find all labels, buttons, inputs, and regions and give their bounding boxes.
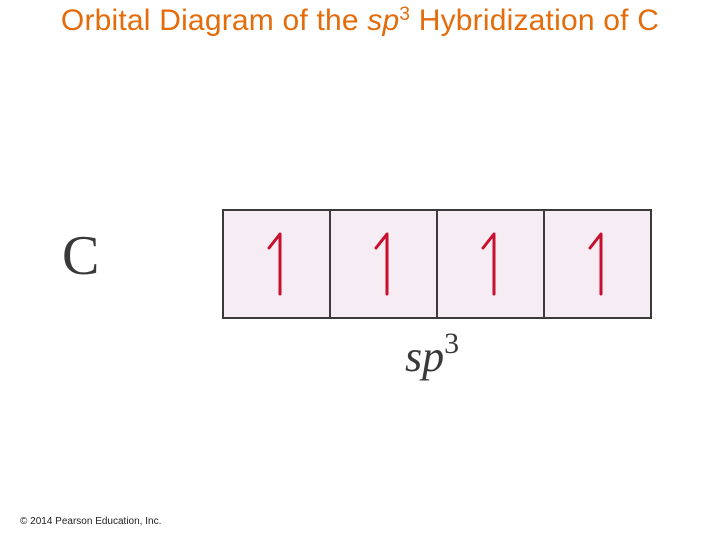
copyright-notice: © 2014 Pearson Education, Inc.: [20, 516, 162, 527]
electron-spin-up-arrow: [587, 232, 609, 296]
orbital-box-1: [224, 211, 331, 317]
orbital-box-3: [438, 211, 545, 317]
element-symbol: C: [62, 225, 100, 287]
title-suffix: Hybridization of C: [410, 4, 660, 37]
orbital-row: [222, 209, 652, 319]
slide-title: [0, 4, 720, 38]
title-italic: sp: [367, 4, 400, 37]
orbital-label-superscript: 3: [444, 327, 460, 360]
electron-spin-up-arrow: [480, 232, 502, 296]
title-superscript: 3: [399, 4, 411, 25]
title-prefix: Orbital Diagram of the: [60, 4, 368, 37]
electron-spin-up-arrow: [266, 232, 288, 296]
orbital-label: [405, 327, 460, 381]
electron-spin-up-arrow: [373, 232, 395, 296]
orbital-box-4: [545, 211, 650, 317]
orbital-label-text: sp: [405, 332, 445, 381]
orbital-box-2: [331, 211, 438, 317]
